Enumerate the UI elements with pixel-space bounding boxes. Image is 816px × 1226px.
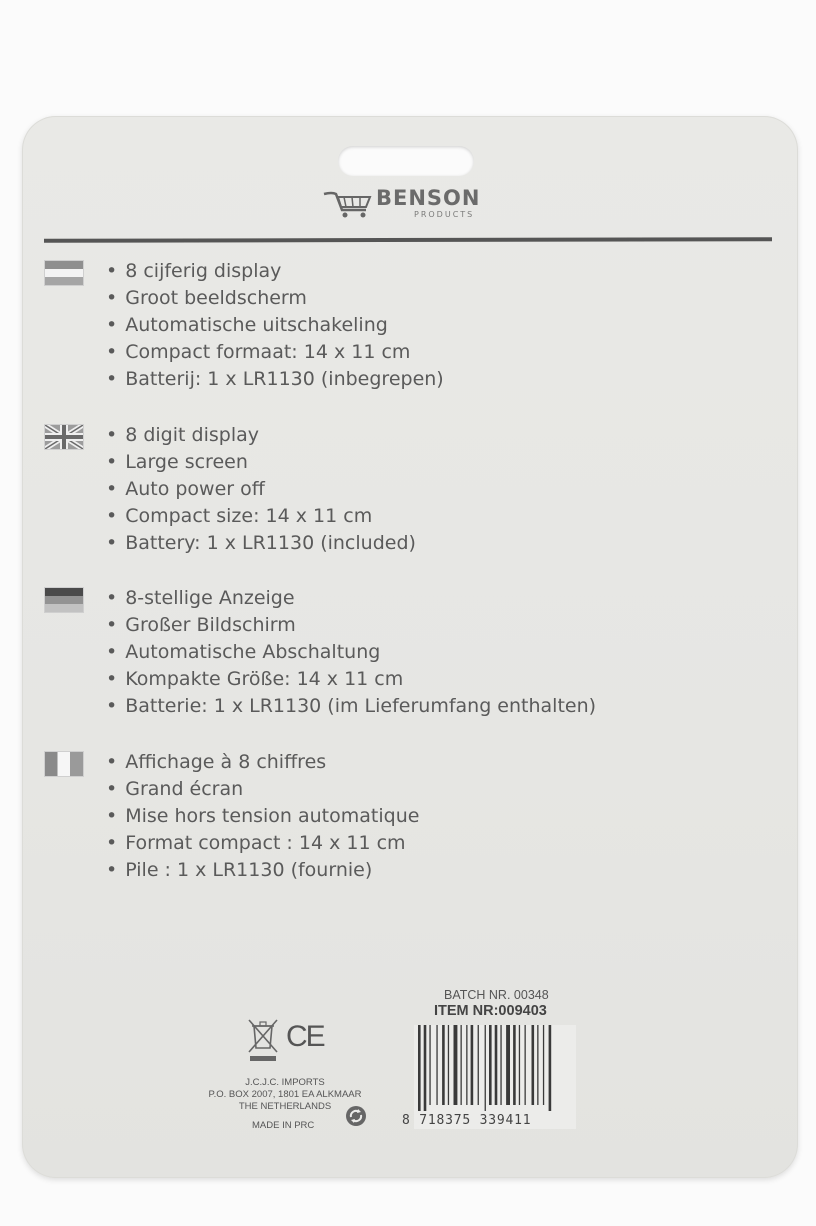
barcode-bar [549,1025,552,1111]
list-item: • Batterie: 1 x LR1130 (im Lieferumfang enthalten) [106,693,596,720]
feature-list [106,422,416,557]
list-item: • Kompakte Größe: 14 x 11 cm [106,666,596,693]
barcode-bar [454,1025,458,1105]
barcode [402,1025,576,1129]
weee-bin-icon [245,1018,281,1064]
barcode-bar [543,1025,544,1105]
barcode-bar [519,1025,520,1105]
barcode-bar [424,1025,427,1111]
barcode-bar [500,1025,501,1105]
barcode-bar [495,1025,498,1105]
barcode-bar [448,1025,449,1105]
list-item: • Automatische Abschaltung [106,639,596,666]
list-item: • Large screen [106,449,416,476]
list-item: • Compact formaat: 14 x 11 cm [106,339,444,366]
barcode-bar [436,1025,437,1105]
barcode-bar [489,1025,492,1105]
barcode-bar [466,1025,467,1105]
barcode-digits: 8 718375 339411 [402,1113,532,1128]
barcode-bar [532,1025,535,1105]
brand-subtitle: PRODUCTS [414,210,475,219]
flag-nl-icon [44,260,84,286]
batch-number: BATCH NR. 00348 [444,988,549,1002]
barcode-bar [471,1025,474,1105]
list-item: • 8-stellige Anzeige [106,585,596,612]
barcode-bar [429,1025,430,1105]
barcode-bars [414,1025,576,1111]
brand-name: BENSON [376,186,481,210]
barcode-bar [461,1025,462,1105]
barcode-bar [478,1025,479,1105]
ce-mark: CE [286,1020,324,1053]
recycle-icon [344,1104,368,1128]
list-item: • Grand écran [106,776,419,803]
barcode-bar [525,1025,526,1105]
list-item: • Großer Bildschirm [106,612,596,639]
benson-logo [322,186,502,222]
shopping-cart-icon [322,186,374,220]
list-item: • Groot beeldscherm [106,285,444,312]
barcode-bar [537,1025,538,1105]
feature-list [106,585,596,720]
address-line: THE NETHERLANDS [238,1101,332,1112]
feature-list [106,749,419,884]
list-item: • Batterij: 1 x LR1130 (inbegrepen) [106,366,444,393]
address-line: J.C.J.C. IMPORTS [245,1077,325,1088]
made-in-label: MADE IN PRC [252,1120,315,1131]
flag-fr-icon [44,751,84,777]
list-item: • Affichage à 8 chiffres [106,749,419,776]
flag-de-icon [44,587,84,613]
flag-uk-icon [44,424,84,450]
list-item: • Battery: 1 x LR1130 (included) [106,530,416,557]
barcode-bar [506,1025,510,1105]
list-item: • Mise hors tension automatique [106,803,419,830]
barcode-bar [513,1025,516,1105]
list-item: • Auto power off [106,476,416,503]
barcode-bar [442,1025,445,1105]
list-item: • 8 cijferig display [106,258,444,285]
hang-hole [338,146,474,176]
list-item: • Compact size: 14 x 11 cm [106,503,416,530]
address-line: P.O. BOX 2007, 1801 EA ALKMAAR [208,1089,362,1100]
item-number: ITEM NR:009403 [434,1003,547,1019]
list-item: • Automatische uitschakeling [106,312,444,339]
barcode-bar [418,1025,421,1111]
barcode-bar [485,1025,486,1111]
list-item: • Format compact : 14 x 11 cm [106,830,419,857]
feature-list [106,258,444,393]
list-item: • 8 digit display [106,422,416,449]
list-item: • Pile : 1 x LR1130 (fournie) [106,857,419,884]
